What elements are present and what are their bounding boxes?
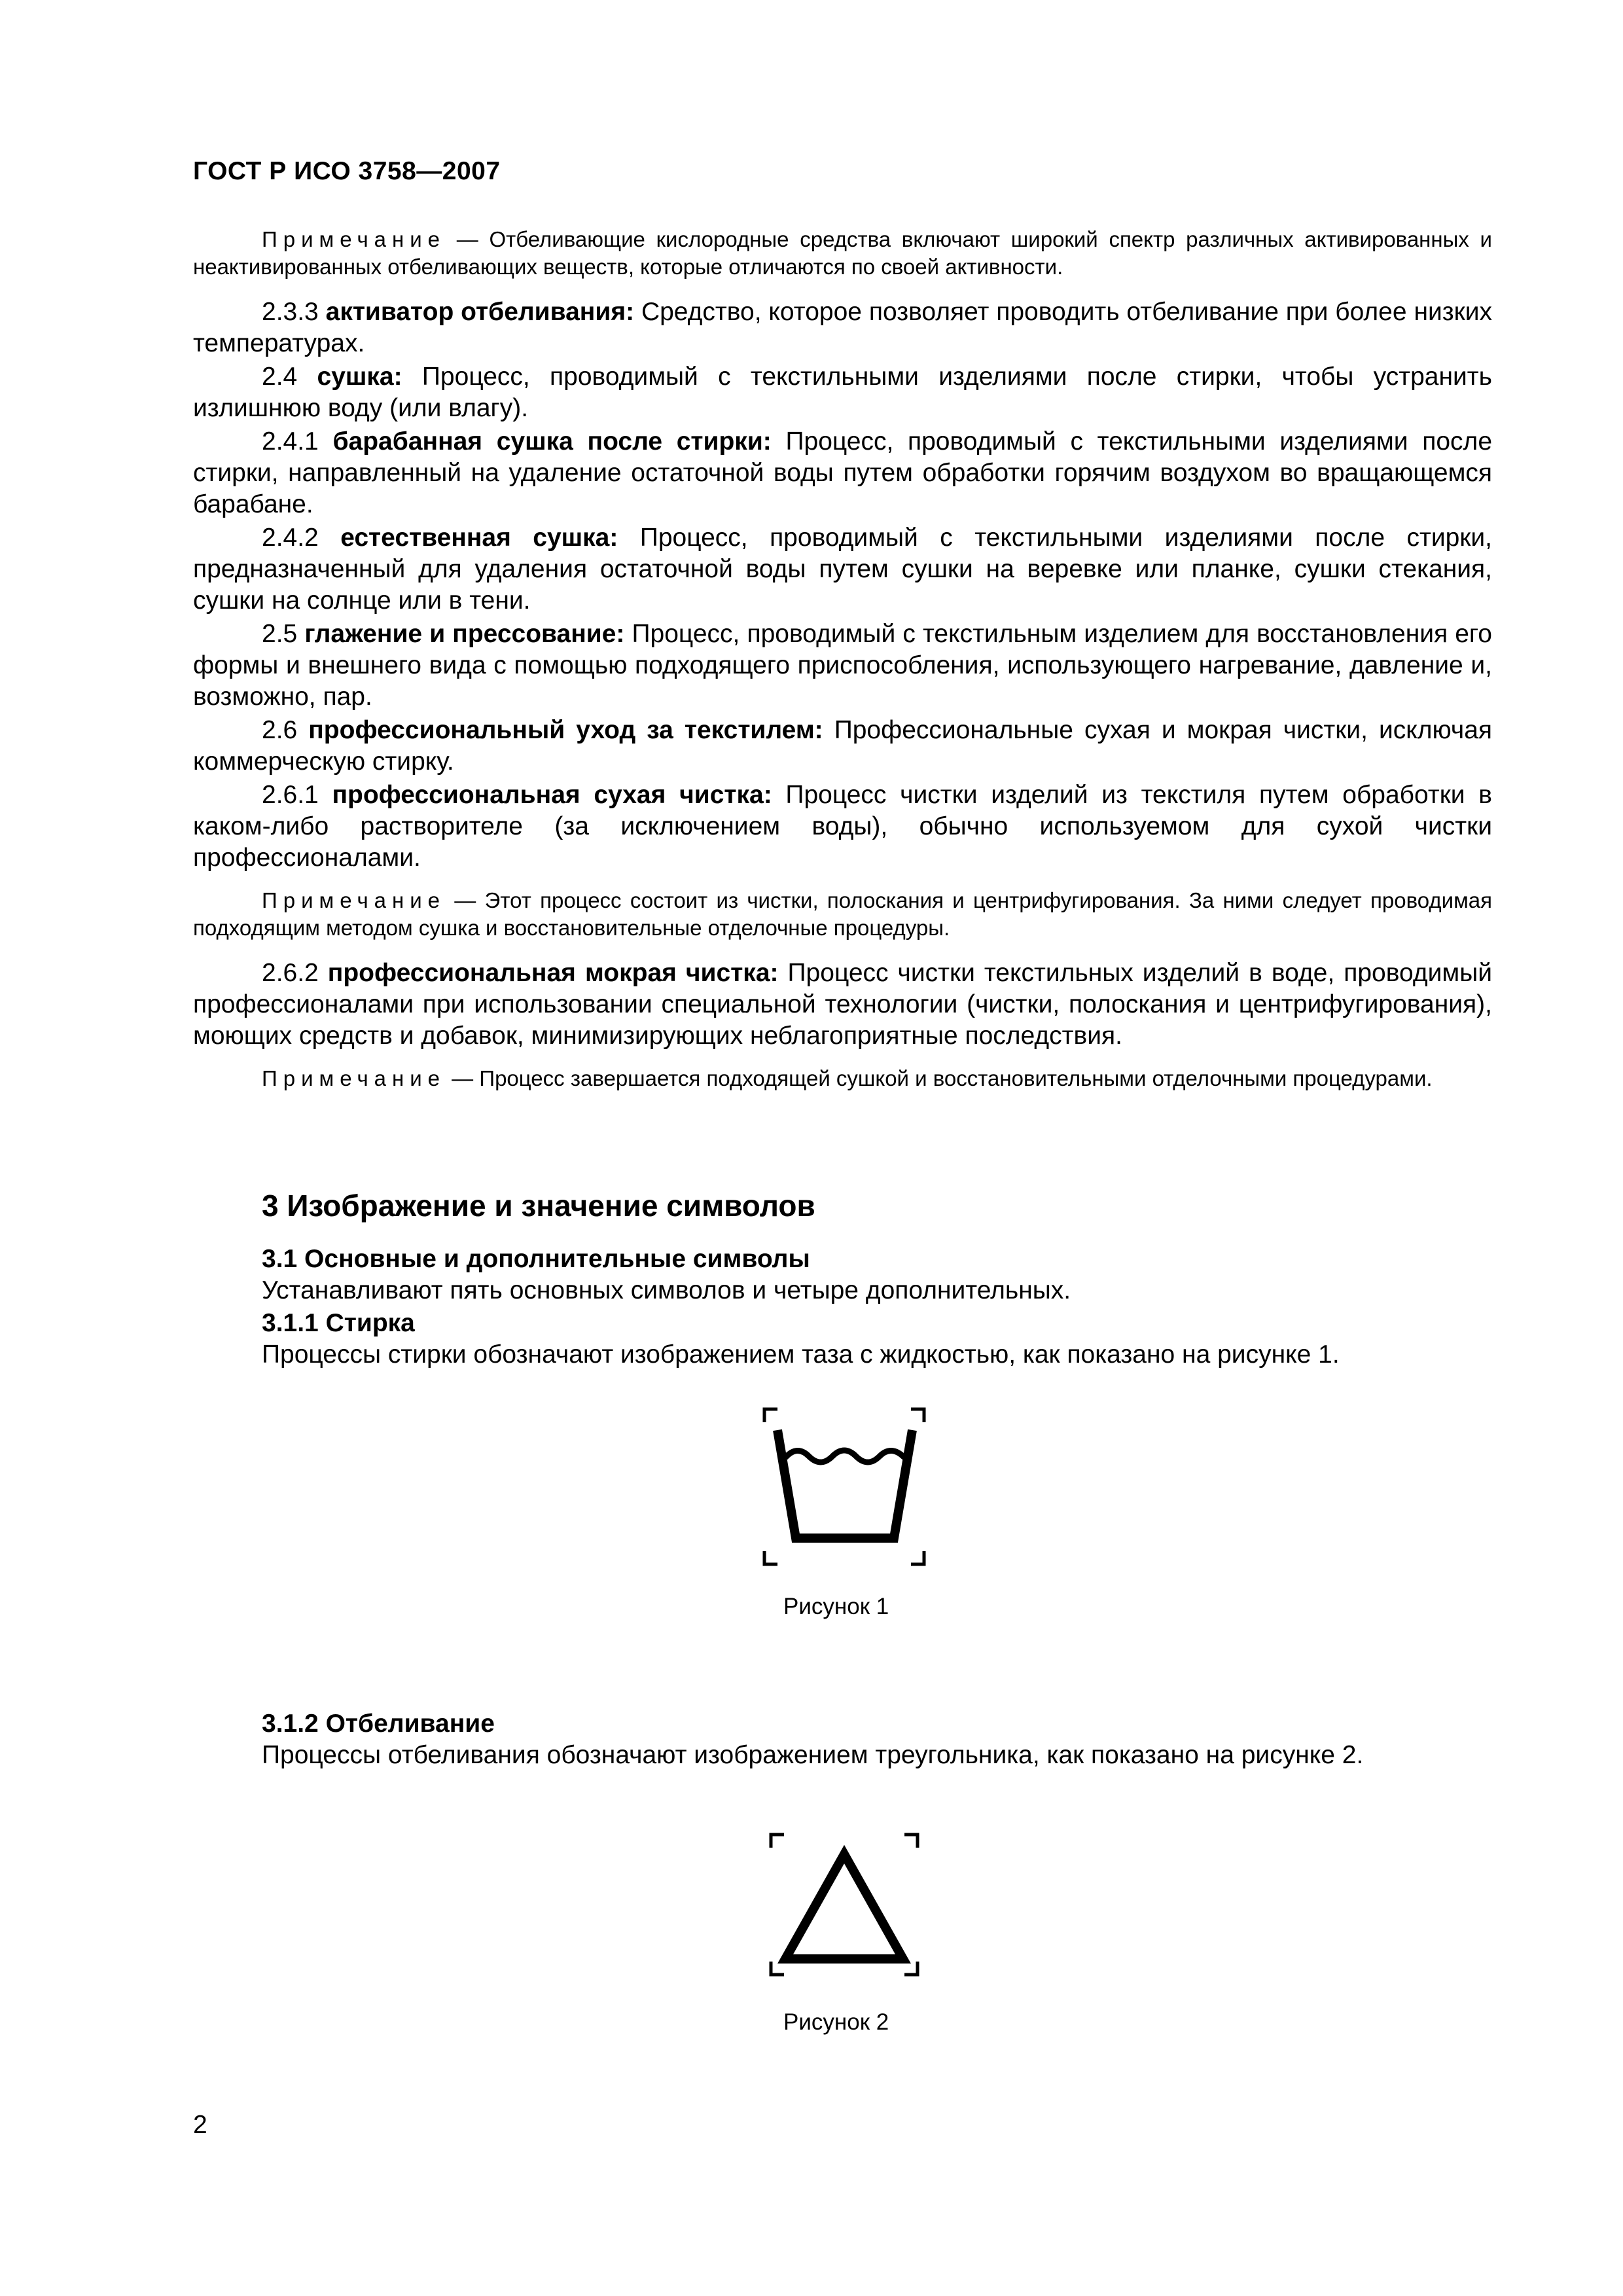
term-name: профессиональная мокрая чистка:: [327, 959, 779, 987]
triangle-bleach-icon: [766, 1829, 923, 1980]
term-name: барабанная сушка после стирки:: [332, 427, 772, 456]
term-number: 2.4: [262, 363, 317, 391]
note-dry-cleaning: [193, 887, 1492, 942]
term-2-6: [193, 715, 1492, 778]
section-3-heading: 3 Изображение и значение символов: [262, 1189, 815, 1223]
terms-body: [193, 226, 1492, 1108]
note-text: — Процесс завершается подходящей сушкой и восстановительными отделочными процедурами.: [446, 1066, 1433, 1090]
term-definition: Процесс, проводимый с текстильными изделиями после стирки, чтобы устранить излишнюю воду (или влагу).: [193, 363, 1492, 422]
term-definition: Профессиональные сухая и мокрая чистки, исключая коммерческую стирку.: [193, 716, 1493, 776]
term-definition: Процесс чистки изделий из текстиля путем обработки в каком-либо растворителе (за исключением воды), обычно используемом для сухой чистки профессионалами.: [193, 781, 1492, 872]
note-text: — Отбеливающие кислородные средства включают широкий спектр различных активированных и неактивированных отбеливающих веществ, которые отличаются по своей активности.: [193, 227, 1492, 279]
subsection-3-1-1-text: Процессы стирки обозначают изображением таза с жидкостью, как показано на рисунке 1.: [262, 1340, 1340, 1369]
term-2-4: [193, 361, 1492, 424]
subsection-3-1-2-text: Процессы отбеливания обозначают изображением треугольника, как показано на рисунке 2.: [262, 1741, 1364, 1769]
term-number: 2.5: [262, 620, 305, 648]
term-number: 2.6.2: [262, 959, 328, 987]
term-name: глажение и прессование:: [304, 620, 625, 648]
figure-1-caption: Рисунок 1: [783, 1594, 889, 1619]
note-oxygen-bleach: [193, 226, 1492, 281]
term-definition: Процесс чистки текстильных изделий в воде, проводимый профессионалами при использовании специальной технологии (чистки, полоскания и центрифугирования), моющих средств и добавок, минимизирующих неблагоприятные последствия.: [193, 959, 1493, 1050]
note-label: Примечание: [262, 1066, 446, 1090]
term-2-6-1: [193, 780, 1492, 874]
term-2-4-2: [193, 522, 1492, 617]
document-header: ГОСТ Р ИСО 3758—2007: [193, 157, 501, 185]
subsection-3-1-1-title: 3.1.1 Стирка: [262, 1309, 415, 1337]
term-number: 2.6: [262, 716, 309, 744]
subsection-3-1-text: Устанавливают пять основных символов и четыре дополнительных.: [262, 1276, 1071, 1304]
term-definition: Процесс, проводимый с текстильными изделиями после стирки, предназначенный для удаления остаточной воды путем сушки на веревке или планке, сушки стекания, сушки на солнце или в тени.: [193, 524, 1493, 615]
term-name: профессиональный уход за текстилем:: [308, 716, 823, 744]
term-number: 2.3.3: [262, 298, 326, 326]
term-2-4-1: [193, 426, 1492, 520]
figure-2-caption: Рисунок 2: [783, 2009, 889, 2035]
term-name: сушка:: [317, 363, 402, 391]
term-2-5: [193, 619, 1492, 713]
term-number: 2.4.1: [262, 427, 333, 456]
term-number: 2.6.1: [262, 781, 332, 809]
note-label: Примечание: [262, 888, 446, 912]
term-definition: Средство, которое позволяет проводить отбеливание при более низких температурах.: [193, 298, 1492, 357]
note-text: — Этот процесс состоит из чистки, полоскания и центрифугирования. За ними следует проводимая подходящим методом сушка и восстановительные отделочные процедуры.: [193, 888, 1492, 940]
term-name: активатор отбеливания:: [325, 298, 635, 326]
term-definition: Процесс, проводимый с текстильным изделием для восстановления его формы и внешнего вида с помощью подходящего приспособления, использующего нагревание, давление и, возможно, пар.: [193, 620, 1492, 711]
washtub-icon: [759, 1404, 929, 1571]
term-name: профессиональная сухая чистка:: [332, 781, 772, 809]
term-name: естественная сушка:: [340, 524, 618, 552]
subsection-3-1-title: 3.1 Основные и дополнительные символы: [262, 1245, 810, 1273]
page-number: 2: [193, 2111, 207, 2139]
subsection-3-1-2-title: 3.1.2 Отбеливание: [262, 1710, 495, 1738]
term-number: 2.4.2: [262, 524, 341, 552]
term-definition: Процесс, проводимый с текстильными изделиями после стирки, направленный на удаление остаточной воды путем обработки горячим воздухом во вращающемся барабане.: [193, 427, 1493, 518]
term-2-6-2: [193, 958, 1492, 1052]
term-2-3-3: [193, 296, 1492, 359]
note-wet-cleaning: [193, 1065, 1492, 1092]
note-label: Примечание: [262, 227, 446, 251]
